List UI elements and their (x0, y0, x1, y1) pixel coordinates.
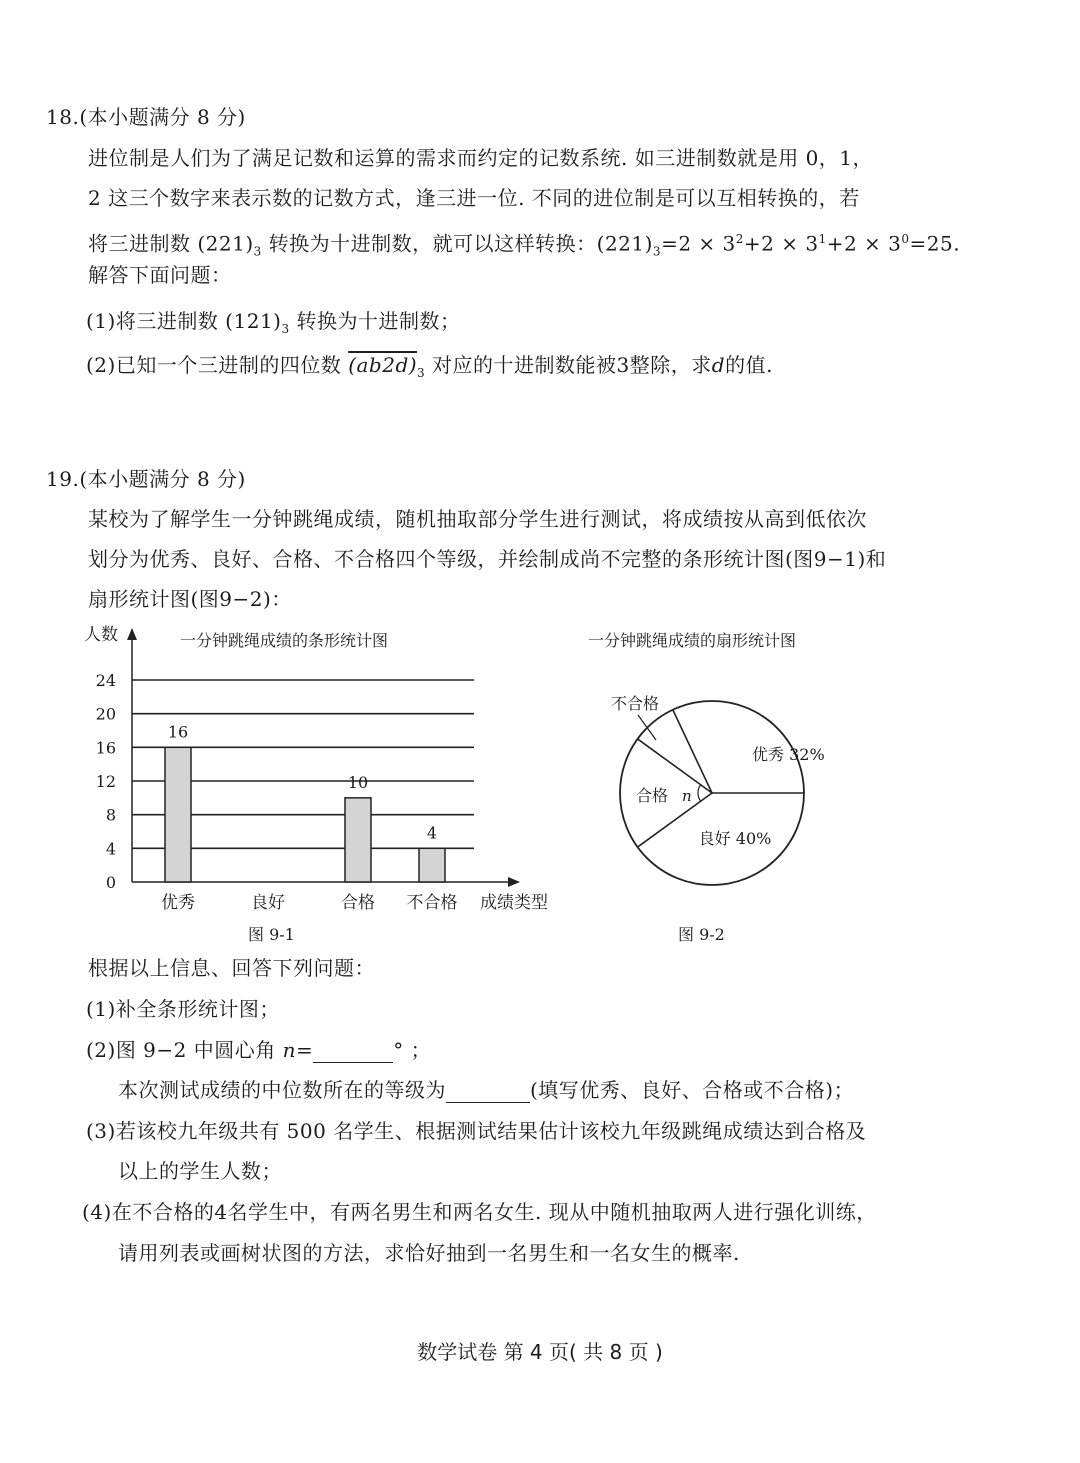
q19-number: 19. (46, 467, 80, 491)
q19-part-3b: 以上的学生人数； (118, 1159, 282, 1183)
bar-ytick-label: 24 (95, 671, 116, 690)
page-footer: 数学试卷 第 4 页( 共 8 页 ) (417, 1340, 663, 1364)
bar-0 (165, 747, 191, 882)
q18-line-4: 解答下面问题： (88, 263, 232, 287)
bar-ytick-label: 12 (95, 772, 116, 791)
bar-y-axis-arrow (127, 628, 137, 640)
q19-line-3: 扇形统计图(图9−2)： (88, 587, 292, 611)
q18-part-1: (1)将三进制数 $(121)_3$ 转换为十进制数； (86, 309, 461, 336)
q18-score: (本小题满分 8 分) (79, 105, 246, 129)
q19-part-4b: 请用列表或画树状图的方法，求恰好抽到一名男生和一名女生的概率. (118, 1241, 740, 1265)
bar-value-label: 4 (426, 823, 438, 843)
bar-2 (345, 798, 371, 882)
bar-x-axis-arrow (508, 877, 520, 887)
bar-chart-caption: 图 9-1 (248, 925, 295, 944)
pie-slice-label: 不合格 (610, 694, 660, 713)
pie-center-angle-label: n (682, 787, 692, 805)
q18-header (46, 104, 246, 130)
pie-slice-label: 良好 40% (698, 829, 772, 848)
bar-category-label: 良好 (251, 893, 285, 913)
bar-category-label: 不合格 (406, 893, 458, 913)
q18-line-3: 将三进制数 $(221)_3$ 转换为十进制数，就可以这样转换：$(221)_3=2 \times 3^2+2 \times 3^1+2 \times 3^0=25$. (88, 231, 961, 259)
q19-score: (本小题满分 8 分) (79, 467, 246, 491)
bar-chart-title: 一分钟跳绳成绩的条形统计图 (180, 631, 389, 650)
pie-chart (580, 618, 840, 948)
pie-slice-label: 优秀 32% (752, 745, 825, 764)
bar-chart (70, 618, 570, 948)
bar-ytick-label: 8 (105, 805, 116, 825)
bar-ytick-label: 4 (105, 839, 116, 859)
bar-chart-xlabel: 成绩类型 (480, 893, 548, 913)
answer-blank-n[interactable] (313, 1042, 393, 1063)
bar-ytick-label: 0 (105, 873, 116, 892)
q19-header (46, 466, 246, 492)
answer-blank-median[interactable] (446, 1082, 530, 1103)
pie-chart-title: 一分钟跳绳成绩的扇形统计图 (588, 631, 797, 650)
bar-category-label: 合格 (341, 893, 375, 913)
q18-part-2: (2)已知一个三进制的四位数 $(ab2d)_3$ 对应的十进制数能被3整除，求d的值. (86, 353, 773, 380)
q18-number: 18. (46, 105, 80, 129)
pie-slice-divider (673, 710, 712, 793)
q18-line-2: 2 这三个数字来表示数的记数方式，逢三进一位. 不同的进位制是可以互相转换的，若 (88, 186, 860, 210)
q19-part-3a: (3)若该校九年级共有 500 名学生、根据测试结果估计该校九年级跳绳成绩达到合格及 (86, 1119, 867, 1143)
bar-ytick-label: 16 (95, 738, 116, 758)
bar-chart-ylabel: 人数 (84, 625, 118, 645)
q19-part-4a: (4)在不合格的4名学生中，有两名男生和两名女生. 现从中随机抽取两人进行强化训练， (82, 1200, 877, 1224)
pie-angle-arc (698, 785, 701, 801)
bar-value-label: 10 (347, 772, 369, 792)
bar-value-label: 16 (167, 722, 189, 742)
pie-chart-caption: 图 9-2 (678, 925, 725, 944)
q18-line-1: 进位制是人们为了满足记数和运算的需求而约定的记数系统. 如三进制数就是用 0，1， (88, 146, 874, 170)
q19-after-chart: 根据以上信息、回答下列问题： (88, 956, 375, 980)
q19-line-2: 划分为优秀、良好、合格、不合格四个等级，并绘制成尚不完整的条形统计图(图9−1)和 (88, 547, 887, 571)
bar-ytick-label: 20 (95, 704, 116, 724)
bar-category-label: 优秀 (161, 893, 195, 913)
q19-line-1: 某校为了解学生一分钟跳绳成绩，随机抽取部分学生进行测试，将成绩按从高到低依次 (88, 507, 867, 531)
bar-yticks (96, 671, 116, 892)
q19-part-2b: 本次测试成绩的中位数所在的等级为 (填写优秀、良好、合格或不合格)； (118, 1078, 855, 1102)
q19-part-2: (2)图 9−2 中圆心角 n= ° ； (86, 1038, 432, 1062)
pie-slice-divider (638, 739, 712, 793)
q19-part-1: (1)补全条形统计图； (86, 997, 280, 1021)
bar-3 (419, 848, 445, 882)
pie-slice-label: 合格 (635, 786, 669, 805)
